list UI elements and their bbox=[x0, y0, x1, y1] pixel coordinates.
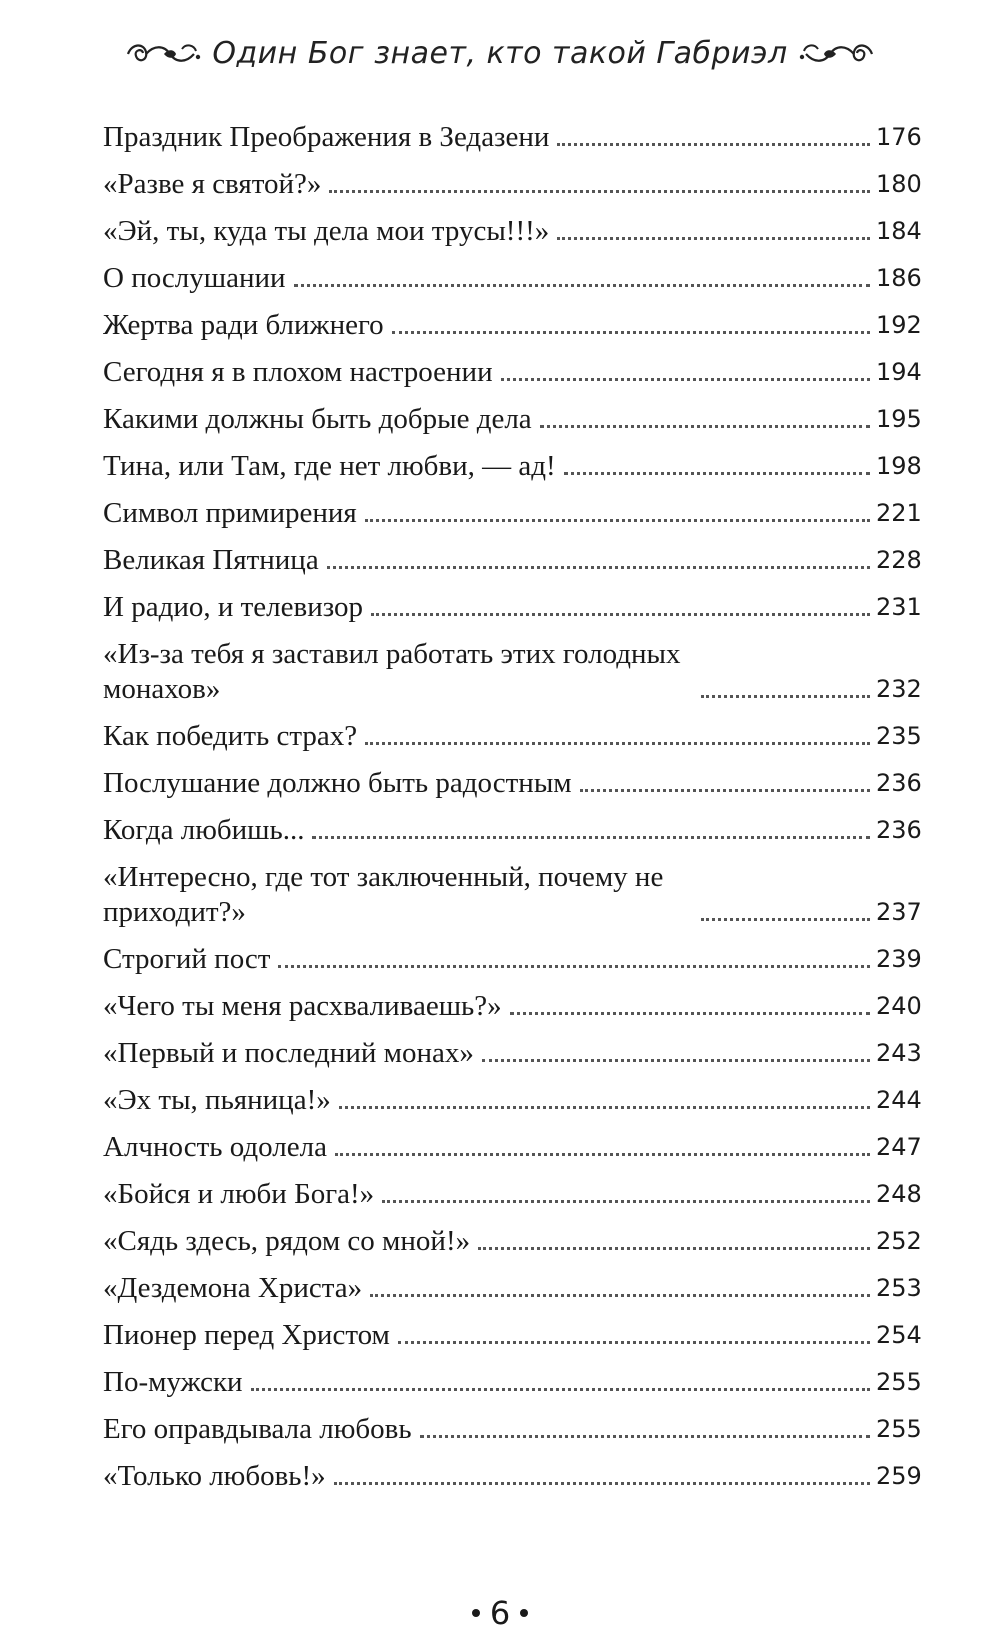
dot-leader bbox=[365, 742, 870, 745]
toc-entry bbox=[103, 1365, 920, 1400]
toc-entry-page: 236 bbox=[876, 816, 922, 844]
toc-entry bbox=[103, 1224, 920, 1259]
dot-leader bbox=[701, 695, 870, 698]
toc-entry bbox=[103, 120, 920, 155]
toc-entry-page: 232 bbox=[876, 675, 922, 703]
dot-leader bbox=[482, 1059, 870, 1062]
toc-entry-page: 221 bbox=[876, 499, 922, 527]
toc-entry-page: 259 bbox=[876, 1462, 922, 1490]
dot-leader bbox=[251, 1388, 870, 1391]
toc-entry-title: Символ примирения bbox=[103, 497, 357, 529]
toc-entry-title: Алчность одолела bbox=[103, 1131, 327, 1163]
toc-entry-title: О послушании bbox=[103, 262, 286, 294]
toc-entry bbox=[103, 355, 920, 390]
toc-entry-title: Великая Пятница bbox=[103, 544, 319, 576]
toc-entry-title: По-мужски bbox=[103, 1366, 243, 1398]
dot-leader bbox=[540, 425, 870, 428]
toc-entry-page: 255 bbox=[876, 1415, 922, 1443]
toc-entry-page: 176 bbox=[876, 123, 922, 151]
dot-leader bbox=[334, 1482, 870, 1485]
dot-leader bbox=[278, 965, 870, 968]
page-footer bbox=[0, 1594, 1000, 1632]
dot-leader bbox=[557, 237, 870, 240]
dot-leader bbox=[335, 1153, 870, 1156]
toc-entry-title: «Только любовь!» bbox=[103, 1460, 326, 1492]
page-number: 6 bbox=[489, 1594, 511, 1632]
toc-entry-title: «Разве я святой?» bbox=[103, 168, 322, 200]
toc-entry bbox=[103, 719, 920, 754]
toc-entry bbox=[103, 496, 920, 531]
toc-entry bbox=[103, 1271, 920, 1306]
toc-entry-title: «Эй, ты, куда ты дела мои трусы!!!» bbox=[103, 215, 550, 247]
dot-leader bbox=[564, 472, 870, 475]
toc-entry bbox=[103, 1459, 920, 1494]
dot-leader bbox=[478, 1247, 870, 1250]
toc-entry-title: Какими должны быть добрые дела bbox=[103, 403, 532, 435]
toc-entry-title: Жертва ради ближнего bbox=[103, 309, 384, 341]
toc-entry-page: 255 bbox=[876, 1368, 922, 1396]
toc-entry-page: 254 bbox=[876, 1321, 922, 1349]
toc-entry bbox=[103, 261, 920, 296]
toc-entry bbox=[103, 1177, 920, 1212]
dot-leader bbox=[557, 143, 870, 146]
toc-entry-title: «Дездемона Христа» bbox=[103, 1272, 363, 1304]
toc-entry-page: 236 bbox=[876, 769, 922, 797]
toc-entry-title: Послушание должно быть радостным bbox=[103, 767, 572, 799]
toc-entry-page: 198 bbox=[876, 452, 922, 480]
toc-entry bbox=[103, 860, 920, 930]
toc-entry-title: Сегодня я в плохом настроении bbox=[103, 356, 493, 388]
dot-leader bbox=[501, 378, 870, 381]
toc-entry bbox=[103, 637, 920, 707]
toc-entry-title: «Интересно, где тот заключенный, почему не приходит?» bbox=[103, 861, 664, 928]
toc-entry-page: 194 bbox=[876, 358, 922, 386]
bullet-icon bbox=[520, 1609, 528, 1617]
toc-entry-title: «Сядь здесь, рядом со мной!» bbox=[103, 1225, 471, 1257]
toc-entry bbox=[103, 766, 920, 801]
dot-leader bbox=[392, 331, 870, 334]
toc-entry-page: 184 bbox=[876, 217, 922, 245]
toc-entry-page: 231 bbox=[876, 593, 922, 621]
toc-entry-title: Когда любишь... bbox=[103, 814, 305, 846]
dot-leader bbox=[329, 190, 870, 193]
dot-leader bbox=[382, 1200, 870, 1203]
table-of-contents bbox=[103, 120, 920, 1506]
toc-entry-page: 248 bbox=[876, 1180, 922, 1208]
dot-leader bbox=[580, 789, 870, 792]
toc-entry-page: 192 bbox=[876, 311, 922, 339]
toc-entry-title: И радио, и телевизор bbox=[103, 591, 363, 623]
toc-entry bbox=[103, 590, 920, 625]
toc-entry bbox=[103, 308, 920, 343]
toc-entry-title: Как победить страх? bbox=[103, 720, 358, 752]
toc-entry-title: Строгий пост bbox=[103, 943, 271, 975]
dot-leader bbox=[420, 1435, 870, 1438]
toc-entry-title: Тина, или Там, где нет любви, — ад! bbox=[103, 450, 556, 482]
toc-entry-page: 235 bbox=[876, 722, 922, 750]
toc-entry-page: 186 bbox=[876, 264, 922, 292]
dot-leader bbox=[510, 1012, 870, 1015]
dot-leader bbox=[312, 836, 870, 839]
toc-entry-page: 253 bbox=[876, 1274, 922, 1302]
toc-entry-page: 195 bbox=[876, 405, 922, 433]
bullet-icon bbox=[472, 1609, 480, 1617]
toc-entry bbox=[103, 1083, 920, 1118]
toc-entry bbox=[103, 1412, 920, 1447]
toc-entry bbox=[103, 813, 920, 848]
toc-entry-page: 240 bbox=[876, 992, 922, 1020]
toc-entry bbox=[103, 449, 920, 484]
toc-entry bbox=[103, 1130, 920, 1165]
dot-leader bbox=[327, 566, 870, 569]
toc-entry bbox=[103, 1318, 920, 1353]
toc-entry bbox=[103, 1036, 920, 1071]
toc-entry-title: Пионер перед Христом bbox=[103, 1319, 390, 1351]
toc-entry bbox=[103, 167, 920, 202]
dot-leader bbox=[370, 1294, 870, 1297]
toc-entry-page: 180 bbox=[876, 170, 922, 198]
dot-leader bbox=[701, 918, 870, 921]
right-flourish-icon bbox=[798, 37, 876, 71]
toc-entry-page: 228 bbox=[876, 546, 922, 574]
toc-entry bbox=[103, 543, 920, 578]
toc-entry bbox=[103, 402, 920, 437]
toc-entry-title: «Чего ты меня расхваливаешь?» bbox=[103, 990, 502, 1022]
left-flourish-icon bbox=[124, 37, 202, 71]
toc-entry-title: Праздник Преображения в Зедазени bbox=[103, 121, 550, 153]
toc-entry-title: «Первый и последний монах» bbox=[103, 1037, 474, 1069]
dot-leader bbox=[371, 613, 870, 616]
dot-leader bbox=[339, 1106, 870, 1109]
toc-entry bbox=[103, 214, 920, 249]
dot-leader bbox=[294, 284, 870, 287]
dot-leader bbox=[398, 1341, 870, 1344]
toc-entry-page: 239 bbox=[876, 945, 922, 973]
toc-entry bbox=[103, 989, 920, 1024]
toc-entry-page: 243 bbox=[876, 1039, 922, 1067]
running-header bbox=[0, 36, 1000, 71]
running-header-title: Один Бог знает, кто такой Габриэл bbox=[212, 36, 788, 71]
toc-entry-title: «Бойся и люби Бога!» bbox=[103, 1178, 375, 1210]
toc-entry-page: 247 bbox=[876, 1133, 922, 1161]
toc-entry bbox=[103, 942, 920, 977]
toc-entry-title: Его оправдывала любовь bbox=[103, 1413, 412, 1445]
toc-entry-title: «Эх ты, пьяница!» bbox=[103, 1084, 331, 1116]
toc-entry-title: «Из-за тебя я заставил работать этих голодных монахов» bbox=[103, 638, 681, 705]
toc-entry-page: 252 bbox=[876, 1227, 922, 1255]
dot-leader bbox=[365, 519, 870, 522]
toc-entry-page: 244 bbox=[876, 1086, 922, 1114]
toc-entry-page: 237 bbox=[876, 898, 922, 926]
